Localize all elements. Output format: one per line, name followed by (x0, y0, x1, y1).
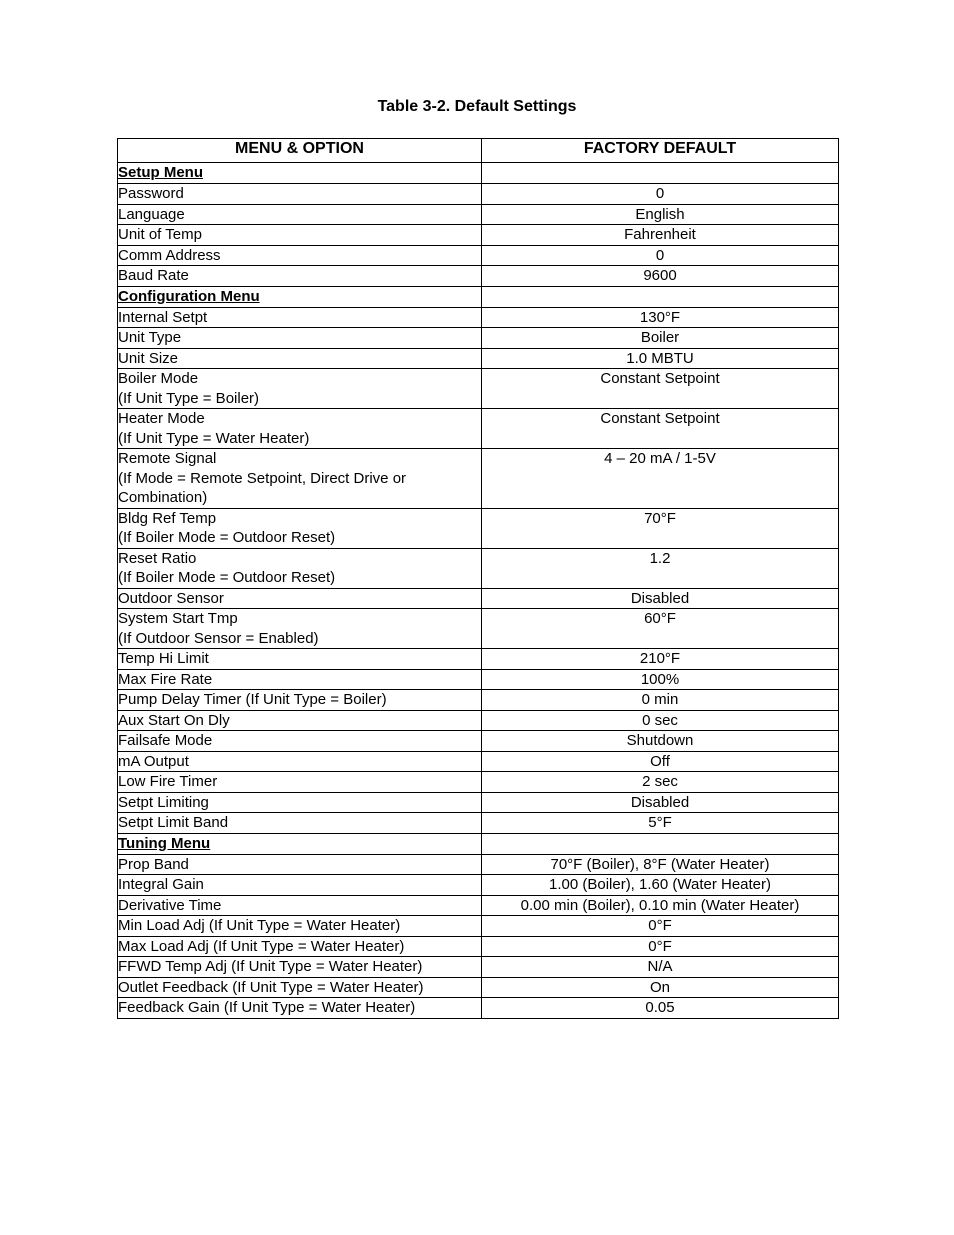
table-row (118, 854, 839, 875)
factory-default-cell: 100% (482, 669, 839, 690)
table-row (118, 813, 839, 834)
section-title: Configuration Menu (118, 286, 482, 307)
option-name-cell: Reset Ratio (If Boiler Mode = Outdoor Reset) (118, 548, 482, 588)
factory-default-cell: On (482, 977, 839, 998)
factory-default-cell: Constant Setpoint (482, 369, 839, 409)
table-row (118, 751, 839, 772)
table-row (118, 998, 839, 1019)
section-title: Setup Menu (118, 163, 482, 184)
option-name-cell: Heater Mode (If Unit Type = Water Heater) (118, 409, 482, 449)
option-name-cell: Min Load Adj (If Unit Type = Water Heater) (118, 916, 482, 937)
section-row (118, 833, 839, 854)
section-empty-cell (482, 286, 839, 307)
option-name-cell: Bldg Ref Temp (If Boiler Mode = Outdoor Reset) (118, 508, 482, 548)
table-row (118, 508, 839, 548)
table-row (118, 936, 839, 957)
factory-default-cell: 0 (482, 245, 839, 266)
factory-default-cell: Disabled (482, 792, 839, 813)
table-row (118, 649, 839, 670)
option-name-cell: FFWD Temp Adj (If Unit Type = Water Heater) (118, 957, 482, 978)
table-row (118, 669, 839, 690)
table-row (118, 588, 839, 609)
factory-default-cell: Constant Setpoint (482, 409, 839, 449)
option-name-cell: mA Output (118, 751, 482, 772)
option-name-cell: Unit Type (118, 328, 482, 349)
factory-default-cell: 60°F (482, 609, 839, 649)
option-name-cell: Setpt Limit Band (118, 813, 482, 834)
table-header-row (118, 139, 839, 163)
section-title: Tuning Menu (118, 833, 482, 854)
table-row (118, 977, 839, 998)
factory-default-cell: 0 min (482, 690, 839, 711)
table-row (118, 449, 839, 509)
option-name-cell: Pump Delay Timer (If Unit Type = Boiler) (118, 690, 482, 711)
table-row (118, 307, 839, 328)
table-row (118, 792, 839, 813)
section-empty-cell (482, 163, 839, 184)
table-row (118, 184, 839, 205)
factory-default-cell: 130°F (482, 307, 839, 328)
option-name-cell: System Start Tmp (If Outdoor Sensor = Enabled) (118, 609, 482, 649)
table-row (118, 957, 839, 978)
column-header-menu-option: MENU & OPTION (118, 139, 482, 163)
option-name-cell: Temp Hi Limit (118, 649, 482, 670)
section-empty-cell (482, 833, 839, 854)
table-row (118, 772, 839, 793)
option-name-cell: Comm Address (118, 245, 482, 266)
factory-default-cell: 1.2 (482, 548, 839, 588)
option-name-cell: Boiler Mode (If Unit Type = Boiler) (118, 369, 482, 409)
table-row (118, 875, 839, 896)
option-name-cell: Derivative Time (118, 895, 482, 916)
table-row (118, 369, 839, 409)
table-row (118, 204, 839, 225)
factory-default-cell: 70°F (Boiler), 8°F (Water Heater) (482, 854, 839, 875)
option-name-cell: Outlet Feedback (If Unit Type = Water Heater) (118, 977, 482, 998)
factory-default-cell: 0°F (482, 916, 839, 937)
option-name-cell: Baud Rate (118, 266, 482, 287)
factory-default-cell: 2 sec (482, 772, 839, 793)
factory-default-cell: 210°F (482, 649, 839, 670)
table-row (118, 409, 839, 449)
option-name-cell: Setpt Limiting (118, 792, 482, 813)
factory-default-cell: 1.00 (Boiler), 1.60 (Water Heater) (482, 875, 839, 896)
factory-default-cell: Shutdown (482, 731, 839, 752)
table-row (118, 266, 839, 287)
option-name-cell: Failsafe Mode (118, 731, 482, 752)
table-row (118, 328, 839, 349)
table-row (118, 245, 839, 266)
table-row (118, 916, 839, 937)
factory-default-cell: 1.0 MBTU (482, 348, 839, 369)
option-name-cell: Low Fire Timer (118, 772, 482, 793)
option-name-cell: Max Fire Rate (118, 669, 482, 690)
factory-default-cell: English (482, 204, 839, 225)
table-row (118, 348, 839, 369)
factory-default-cell: Fahrenheit (482, 225, 839, 246)
section-row (118, 286, 839, 307)
option-name-cell: Aux Start On Dly (118, 710, 482, 731)
option-name-cell: Prop Band (118, 854, 482, 875)
option-name-cell: Internal Setpt (118, 307, 482, 328)
factory-default-cell: N/A (482, 957, 839, 978)
default-settings-table (117, 138, 839, 1019)
option-name-cell: Language (118, 204, 482, 225)
option-name-cell: Max Load Adj (If Unit Type = Water Heater) (118, 936, 482, 957)
option-name-cell: Password (118, 184, 482, 205)
factory-default-cell: 5°F (482, 813, 839, 834)
factory-default-cell: 0°F (482, 936, 839, 957)
factory-default-cell: 0 (482, 184, 839, 205)
table-row (118, 609, 839, 649)
factory-default-cell: 9600 (482, 266, 839, 287)
table-row (118, 548, 839, 588)
factory-default-cell: 0 sec (482, 710, 839, 731)
factory-default-cell: Boiler (482, 328, 839, 349)
table-row (118, 710, 839, 731)
column-header-factory-default: FACTORY DEFAULT (482, 139, 839, 163)
factory-default-cell: Off (482, 751, 839, 772)
table-row (118, 225, 839, 246)
table-row (118, 895, 839, 916)
option-name-cell: Unit Size (118, 348, 482, 369)
option-name-cell: Unit of Temp (118, 225, 482, 246)
factory-default-cell: Disabled (482, 588, 839, 609)
factory-default-cell: 70°F (482, 508, 839, 548)
section-row (118, 163, 839, 184)
factory-default-cell: 4 – 20 mA / 1-5V (482, 449, 839, 509)
factory-default-cell: 0.00 min (Boiler), 0.10 min (Water Heater) (482, 895, 839, 916)
option-name-cell: Outdoor Sensor (118, 588, 482, 609)
option-name-cell: Integral Gain (118, 875, 482, 896)
option-name-cell: Remote Signal (If Mode = Remote Setpoint, Direct Drive or Combination) (118, 449, 482, 509)
table-row (118, 731, 839, 752)
factory-default-cell: 0.05 (482, 998, 839, 1019)
table-row (118, 690, 839, 711)
option-name-cell: Feedback Gain (If Unit Type = Water Heater) (118, 998, 482, 1019)
table-caption: Table 3-2. Default Settings (377, 98, 577, 115)
table-body (118, 163, 839, 1019)
